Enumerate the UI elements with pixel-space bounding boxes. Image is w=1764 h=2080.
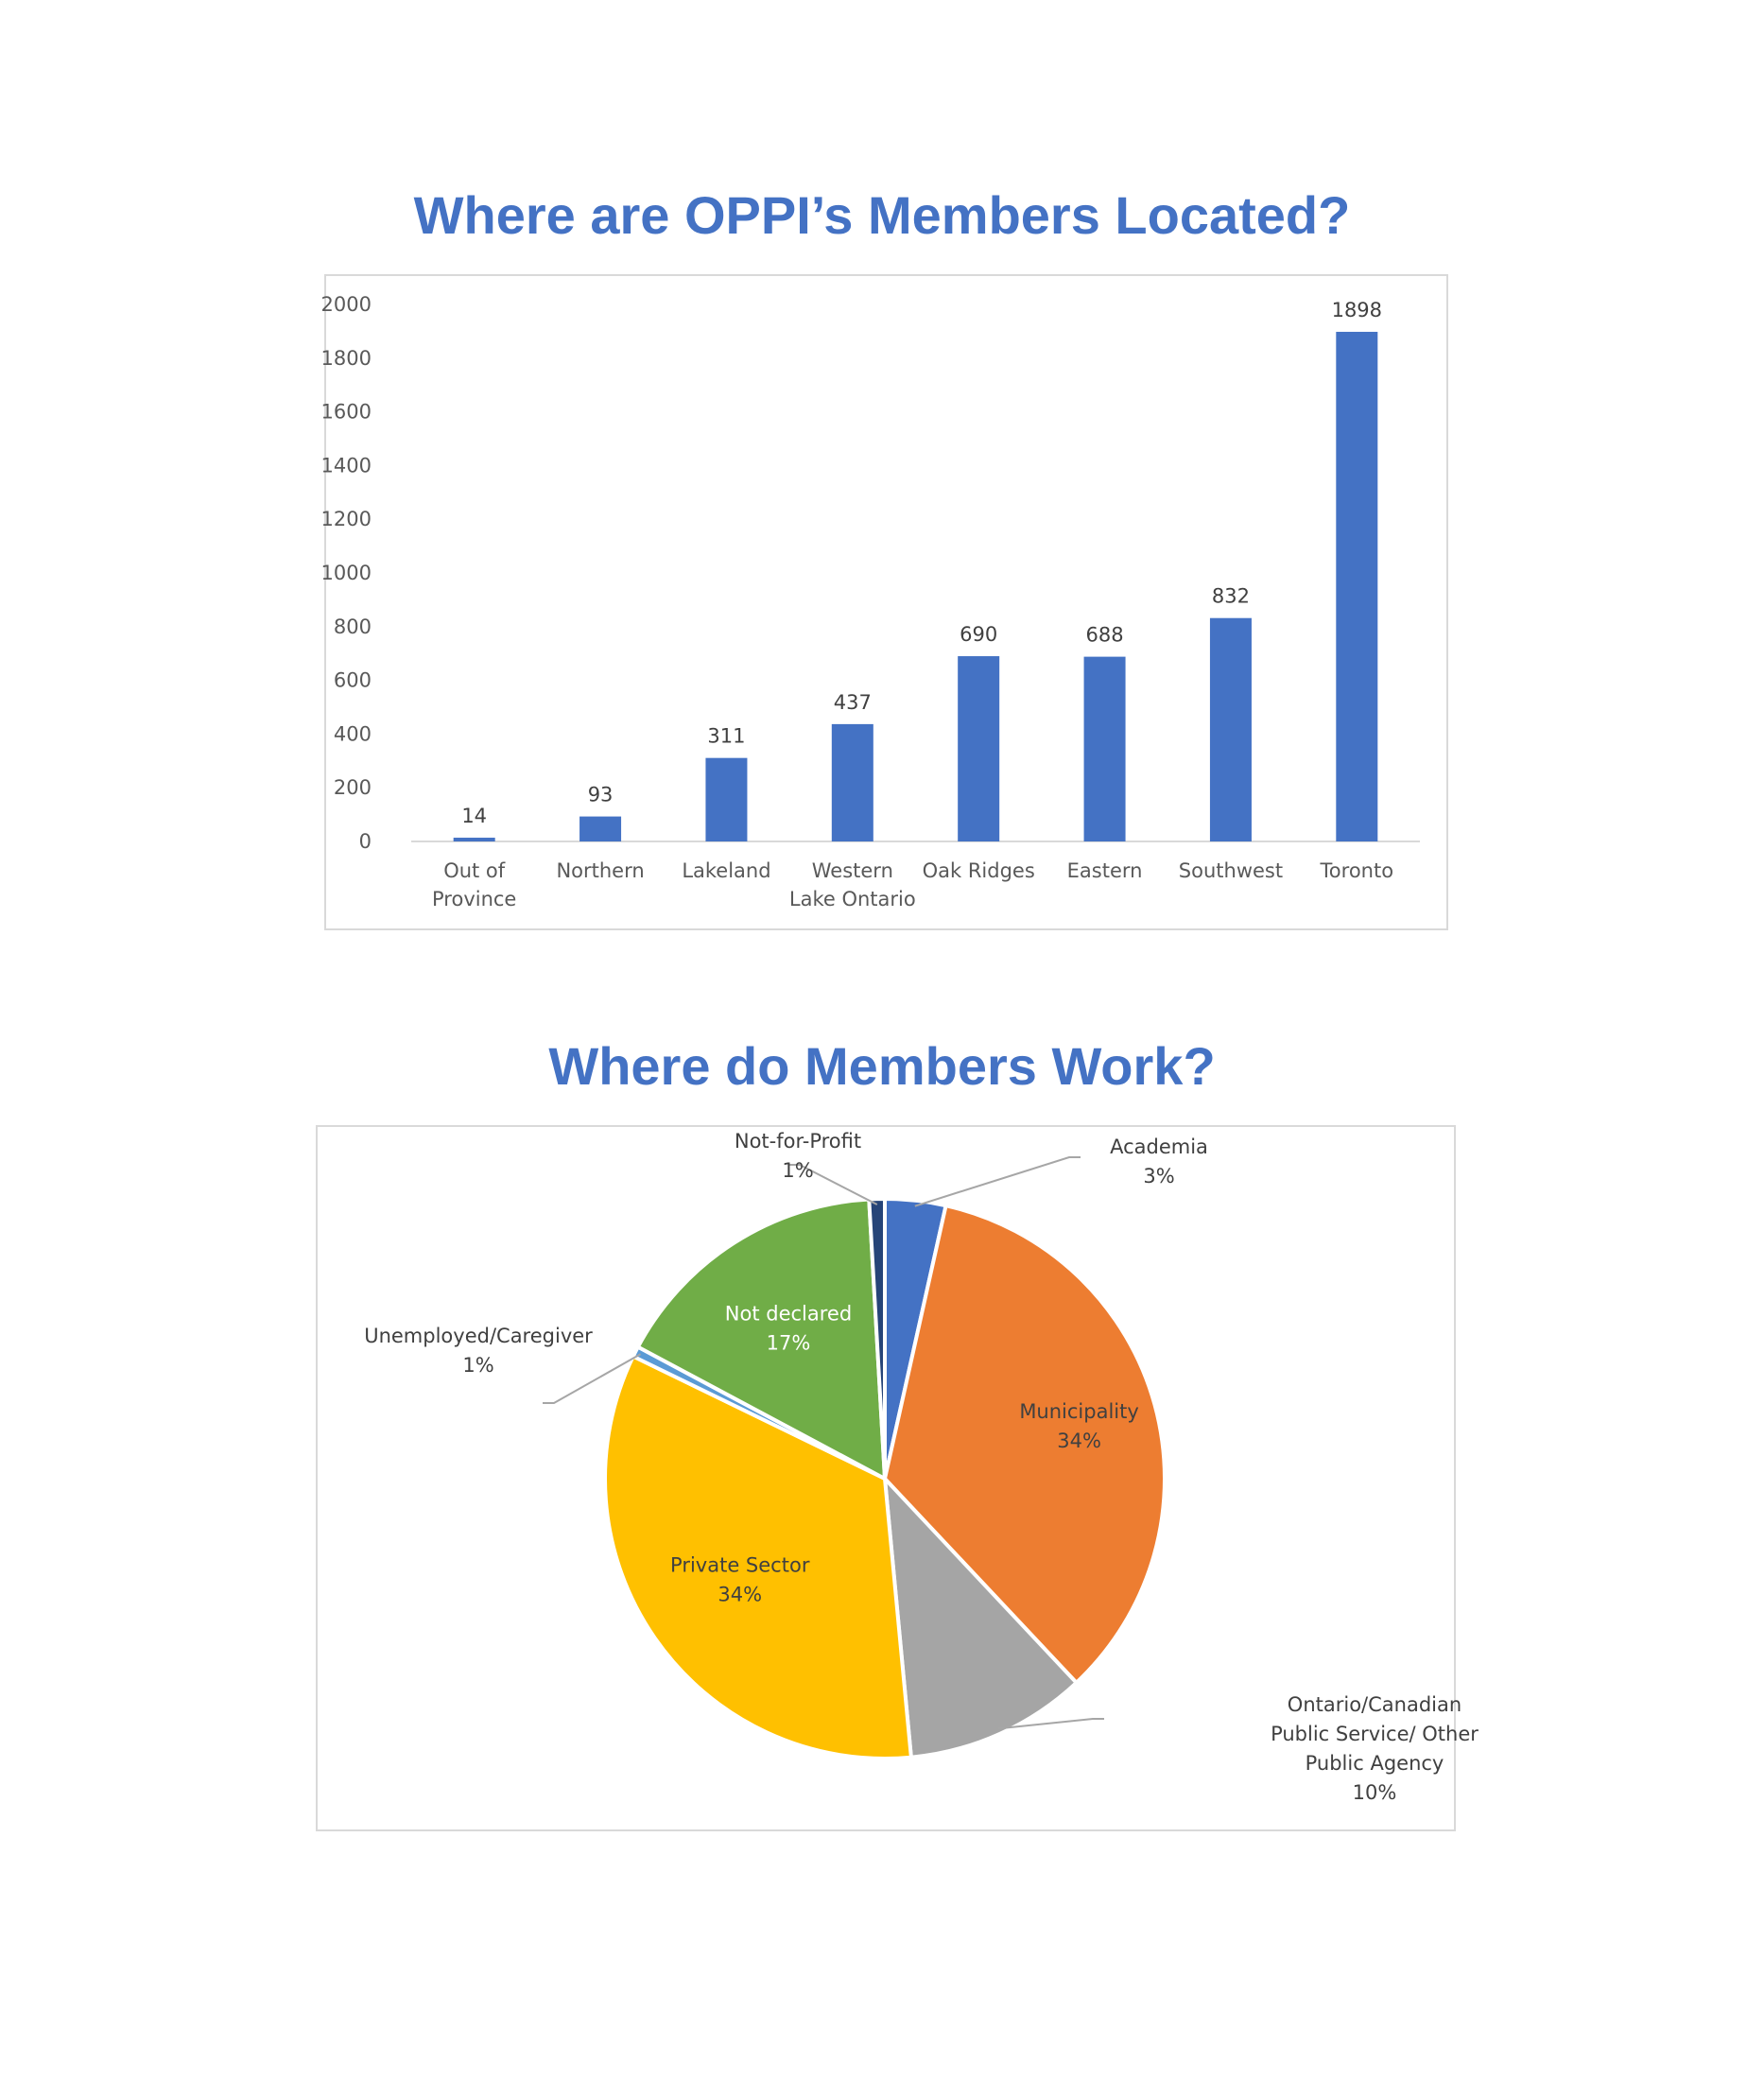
bar — [1084, 657, 1126, 841]
x-tick-label: Southwest — [1178, 859, 1284, 882]
y-tick-label: 1800 — [320, 346, 372, 370]
y-tick-label: 1400 — [320, 454, 372, 477]
leader-line — [915, 1157, 1081, 1206]
x-tick-label: Eastern — [1066, 859, 1143, 882]
bar — [958, 656, 999, 841]
pie-chart-frame — [316, 1125, 1479, 1831]
x-tick-label: Northern — [556, 859, 645, 882]
y-tick-label: 1600 — [320, 400, 372, 424]
bar-data-label: 1898 — [1331, 298, 1383, 321]
bar-data-label: 311 — [707, 724, 746, 748]
bar-data-label: 832 — [1211, 584, 1250, 608]
pie-chart-title: Where do Members Work? — [548, 1036, 1216, 1096]
y-tick-label: 1000 — [320, 562, 372, 584]
y-tick-label: 800 — [333, 615, 372, 638]
bar-chart-title: Where are OPPI’s Members Located? — [413, 185, 1351, 245]
bar-data-label: 688 — [1085, 623, 1124, 647]
bar-chart — [320, 276, 1446, 928]
bar-data-label: 437 — [833, 690, 872, 714]
y-tick-label: 400 — [333, 722, 372, 746]
pie-slice-label: Private Sector 34% — [670, 1553, 810, 1606]
x-tick-label: Western Lake Ontario — [788, 859, 916, 910]
y-tick-label: 2000 — [320, 293, 372, 316]
y-tick-label: 0 — [358, 830, 372, 853]
bar — [832, 724, 873, 841]
y-tick-label: 200 — [333, 776, 372, 800]
bar-data-label: 93 — [587, 783, 614, 806]
y-tick-label: 600 — [333, 668, 372, 692]
bar — [1336, 332, 1377, 841]
pie-slice-label: Municipality 34% — [1019, 1399, 1139, 1452]
x-tick-label: Lakeland — [682, 859, 771, 882]
bar — [579, 817, 621, 841]
pie-slice-label: Not-for-Profit 1% — [734, 1130, 862, 1182]
x-tick-label: Toronto — [1320, 859, 1394, 882]
pie-slice-label: Ontario/Canadian Public Service/ Other Public Agency 10% — [1271, 1693, 1479, 1804]
pie-chart — [318, 1127, 1479, 1829]
x-tick-label: Oak Ridges — [922, 859, 1035, 882]
bar-data-label: 14 — [461, 805, 488, 828]
bar — [705, 758, 747, 841]
bar — [1210, 618, 1252, 841]
pie-slice-label: Academia 3% — [1110, 1135, 1208, 1187]
pie-slice-label: Not declared 17% — [724, 1302, 853, 1355]
y-tick-label: 1200 — [320, 508, 372, 531]
pie-slice-label: Unemployed/Caregiver 1% — [364, 1325, 593, 1377]
bar-data-label: 690 — [960, 623, 998, 647]
x-tick-label: Out of Province — [432, 859, 517, 910]
bar-chart-frame — [320, 274, 1448, 930]
bar — [454, 838, 495, 841]
